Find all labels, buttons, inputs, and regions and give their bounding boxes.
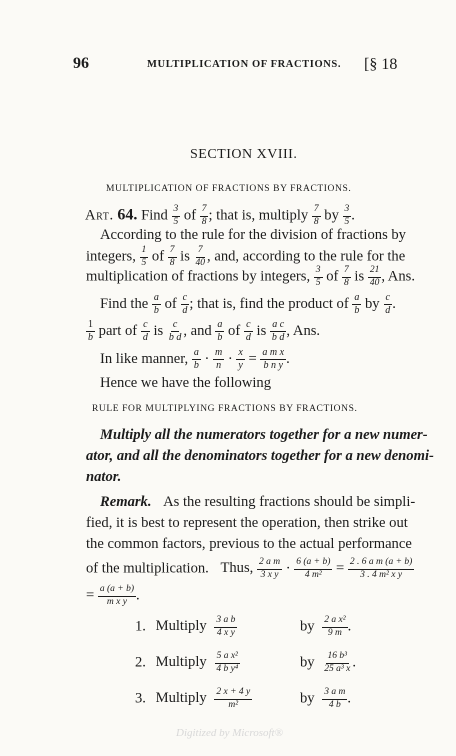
fraction: $\frac{7}{8}$ xyxy=(201,204,207,227)
fraction: $\frac{c}{d}$ xyxy=(245,319,251,343)
fraction: $\frac{m}{n}$ xyxy=(215,347,223,371)
fraction: $\frac{1}{5}$ xyxy=(141,245,147,268)
art-line-2: According to the rule for the division of fractions by xyxy=(100,227,406,243)
fraction: $\frac{a}{b}$ xyxy=(193,347,199,371)
find-line: Find the $\frac{a}{b}$ of $\frac{c}{d}$ ; that is, find the product of $\frac{a}{b}$ by $\frac{c}{d}$ . xyxy=(100,292,396,316)
fraction: $\frac{1}{b}$ xyxy=(88,319,93,343)
exercise-3-by: by $\frac{\text{3 a m}}{4 b}$ . xyxy=(300,687,352,710)
art-number: 64. xyxy=(117,206,138,224)
rule-title: RULE FOR MULTIPLYING FRACTIONS BY FRACTIONS. xyxy=(92,404,358,414)
fraction: $\frac{\text{a c}}{\text{b d}}$ xyxy=(271,319,285,343)
fraction: $\frac{\text{2 a x²}}{9 m}$ xyxy=(324,615,346,638)
fraction: $\frac{7}{8}$ xyxy=(169,245,175,268)
remark-result: = $\frac{a (a + b)}{\text{m x y}}$ . xyxy=(86,584,140,607)
exercise-3: 3. Multiply $\frac{2 x + 4 y}{\text{m²}}$ xyxy=(135,687,251,710)
fraction: $\frac{a}{b}$ xyxy=(354,292,360,316)
fraction: $\frac{c}{d}$ xyxy=(385,292,391,316)
running-title: MULTIPLICATION OF FRACTIONS. xyxy=(147,59,342,70)
remark-label: Remark. xyxy=(100,494,152,510)
exercise-1: 1. Multiply $\frac{\text{3 a b}}{\text{4 x y}}$ xyxy=(135,615,236,638)
exercise-1-by: by $\frac{\text{2 a x²}}{9 m}$ . xyxy=(300,615,352,638)
remark-line-2: fied, it is best to represent the operation, then strike out xyxy=(86,515,408,531)
fraction: $\frac{c}{\text{b d}}$ xyxy=(168,319,182,343)
fraction: $\frac{3}{5}$ xyxy=(344,204,350,227)
remark-line-1: Remark. As the resulting fractions should be simpli- xyxy=(100,494,416,510)
fraction: $\frac{6 (a + b)}{\text{4 m²}}$ xyxy=(296,557,331,580)
exercise-2-by: by $\frac{\text{16 b³}}{\text{25 a³ x}}$ . xyxy=(300,651,356,674)
manner-line: In like manner, $\frac{a}{b}$ · $\frac{m}{n}$ · $\frac{x}{y}$ = $\frac{\text{a m x}}{\text{b n y}}$ . xyxy=(100,347,290,371)
fraction: $\frac{3}{5}$ xyxy=(173,204,179,227)
fraction: $\frac{3}{5}$ xyxy=(315,265,321,288)
art-line-3: integers, $\frac{1}{5}$ of $\frac{7}{8}$ is $\frac{7}{40}$ , and, according to the rule for the xyxy=(86,245,406,268)
fraction: $\frac{c}{d}$ xyxy=(182,292,188,316)
fraction: $\frac{c}{d}$ xyxy=(142,319,148,343)
art-line-1: Art. 64. Find $\frac{3}{5}$ of $\frac{7}{8}$ ; that is, multiply $\frac{7}{8}$ by $\frac{3}{5}$ . xyxy=(85,204,355,227)
art-label: Art. xyxy=(85,207,114,224)
section-ref: [§ 18 xyxy=(364,56,398,73)
fraction: $\frac{\text{a m x}}{\text{b n y}}$ xyxy=(262,347,285,371)
fraction: $\frac{\text{3 a m}}{4 b}$ xyxy=(324,687,346,710)
section-subtitle: MULTIPLICATION OF FRACTIONS BY FRACTIONS. xyxy=(106,184,352,194)
remark-line-3: the common factors, previous to the actual performance xyxy=(86,536,412,552)
fraction: $\frac{21}{40}$ xyxy=(369,265,380,288)
fraction: $\frac{\text{5 a x²}}{\text{4 b y⁴}}$ xyxy=(216,651,239,674)
fraction: $\frac{2 x + 4 y}{\text{m²}}$ xyxy=(216,687,251,710)
fraction: $\frac{a (a + b)}{\text{m x y}}$ xyxy=(99,584,135,607)
part-line: $\frac{1}{b}$ part of $\frac{c}{d}$ is $\frac{c}{\text{b d}}$ , and $\frac{a}{b}$ of $\frac{c}{d}$ is $\frac{\text{a c}}{\text{b d}}$ , Ans. xyxy=(88,319,321,343)
fraction: $\frac{7}{40}$ xyxy=(195,245,206,268)
fraction: $\frac{\text{2 . 6 a m (a + b)}}{\text{3 . 4 m² x y}}$ xyxy=(349,557,413,580)
art-line-4: multiplication of fractions by integers, $\frac{3}{5}$ of $\frac{7}{8}$ is $\frac{21}{40}$ , Ans. xyxy=(86,265,415,288)
remark-line-4: of the multiplication. Thus, $\frac{\text{2 a m}}{\text{3 x y}}$ · $\frac{6 (a + b)}{\text{4 m²}}$ = $\frac{\text{2 . 6 a m (a + b)}}{\text{3 . 4 m² x y}}$ xyxy=(86,557,413,580)
fraction: $\frac{\text{3 a b}}{\text{4 x y}}$ xyxy=(216,615,236,638)
rule-line-1: Multiply all the numerators together for a new numer- xyxy=(100,427,428,443)
rule-line-3: nator. xyxy=(86,469,122,485)
fraction: $\frac{\text{16 b³}}{\text{25 a³ x}}$ xyxy=(324,651,351,674)
fraction: $\frac{7}{8}$ xyxy=(313,204,319,227)
section-title: SECTION XVIII. xyxy=(190,147,298,162)
rule-line-2: ator, and all the denominators together for a new denomi- xyxy=(86,448,434,464)
hence-line: Hence we have the following xyxy=(100,375,272,391)
fraction: $\frac{7}{8}$ xyxy=(344,265,349,288)
watermark: Digitized by Microsoft® xyxy=(176,727,283,739)
page-number: 96 xyxy=(73,55,89,72)
fraction: $\frac{a}{b}$ xyxy=(217,319,223,343)
fraction: $\frac{a}{b}$ xyxy=(153,292,159,316)
fraction: $\frac{\text{2 a m}}{\text{3 x y}}$ xyxy=(258,557,281,580)
exercise-2: 2. Multiply $\frac{\text{5 a x²}}{\text{4 b y⁴}}$ xyxy=(135,651,239,674)
fraction: $\frac{x}{y}$ xyxy=(238,347,243,371)
